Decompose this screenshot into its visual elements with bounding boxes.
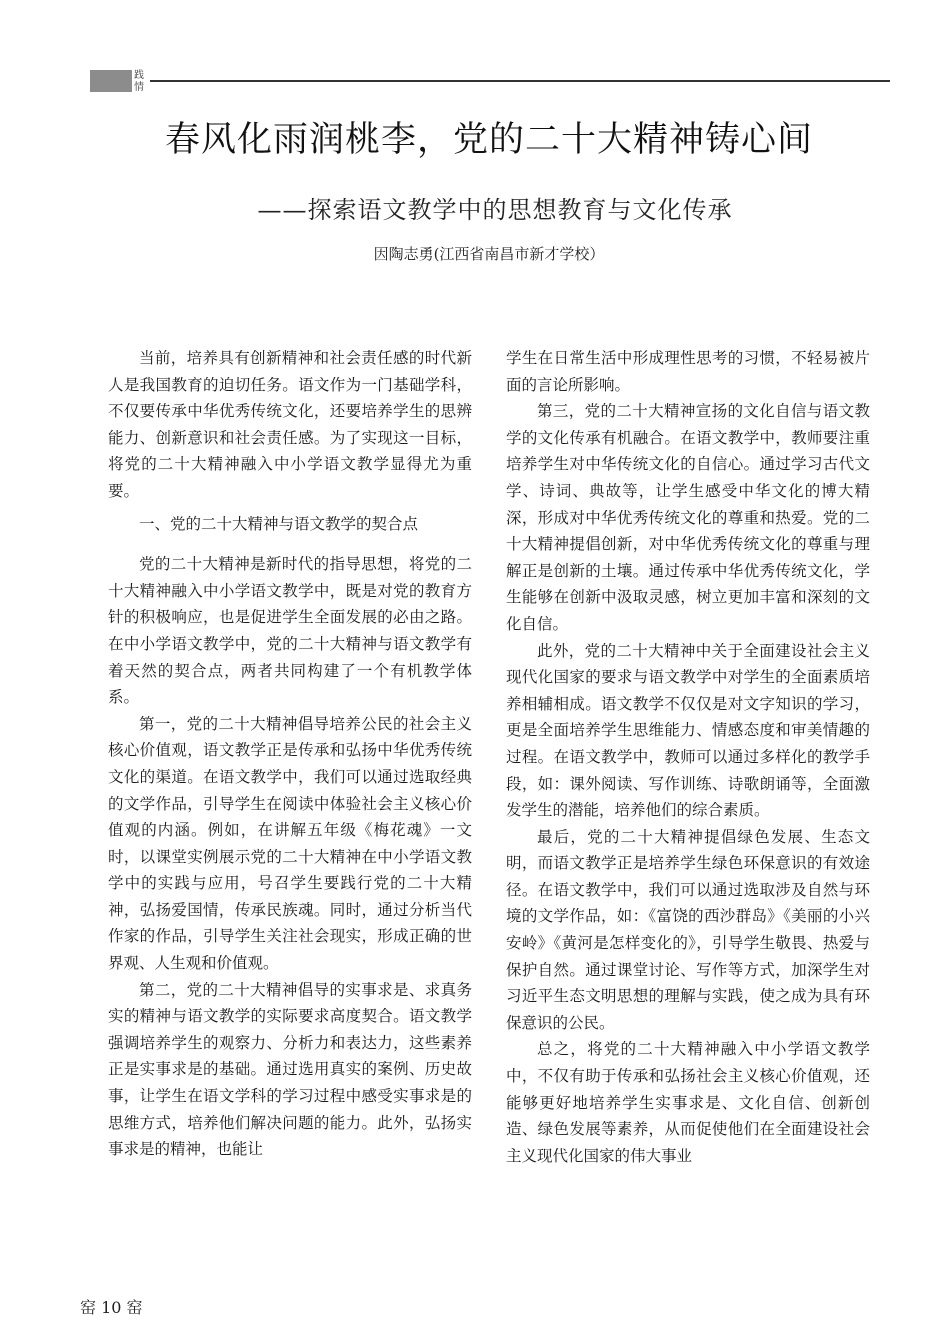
paragraph: 第二，党的二十大精神倡导的实事求是、求真务实的精神与语文教学的实际要求高度契合。语文教学强调培养学生的观察力、分析力和表达力，这些素养正是实事求是的基础。通过选用真实的案例、历史故事，让学生在语文学科的学习过程中感受实事求是的思维方式，培养他们解决问题的能力。此外，弘扬实事求是的精神，也能让 bbox=[108, 980, 472, 1159]
paragraph-intro: 当前，培养具有创新精神和社会责任感的时代新人是我国教育的迫切任务。语文作为一门基础学科，不仅要传承中华优秀传统文化，还要培养学生的思辨能力、创新意识和社会责任感。为了实现这一目标，将党的二十大精神融入中小学语文教学显得尤为重要。 bbox=[108, 349, 472, 500]
article-subtitle: ——探索语文教学中的思想教育与文化传承 bbox=[257, 196, 733, 224]
right-column bbox=[506, 345, 870, 1290]
paragraph: 党的二十大精神是新时代的指导思想，将党的二十大精神融入中小学语文教学中，既是对党的教育方针的积极响应，也是促进学生全面发展的必由之路。在中小学语文教学中，党的二十大精神与语文教学有着天然的契合点，两者共同构建了一个有机教学体系。 bbox=[108, 555, 472, 707]
header-rule bbox=[150, 80, 890, 82]
paragraph: 此外，党的二十大精神中关于全面建设社会主义现代化国家的要求与语文教学中对学生的全面素质培养相辅相成。语文教学不仅仅是对文字知识的学习，更是全面培养学生思维能力、情感态度和审美情趣的过程。在语文教学中，教师可以通过多样化的教学手段，如：课外阅读、写作训练、诗歌朗诵等，全面激发学生的潜能，培养他们的综合素质。 bbox=[506, 641, 870, 820]
paragraph: 第一，党的二十大精神倡导培养公民的社会主义核心价值观，语文教学正是传承和弘扬中华优秀传统文化的渠道。在语文教学中，我们可以通过选取经典的文学作品，引导学生在阅读中体验社会主义核心价值观的内涵。例如，在讲解五年级《梅花魂》一文时，以课堂实例展示党的二十大精神在中小学语文教学中的实践与应用，号召学生要践行党的二十大精神，弘扬爱国情，传承民族魂。同时，通过分析当代作家的作品，引导学生关注社会现实，形成正确的世界观、人生观和价值观。 bbox=[108, 714, 472, 973]
article-title: 春风化雨润桃李，党的二十大精神铸心间 bbox=[164, 120, 813, 160]
article-author: 因陶志勇(江西省南昌市新才学校） bbox=[373, 245, 605, 263]
page-number: 窑 10 窑 bbox=[80, 1298, 143, 1317]
paragraph: 第三，党的二十大精神宣扬的文化自信与语文教学的文化传承有机融合。在语文教学中，教师要注重培养学生对中华传统文化的自信心。通过学习古代文学、诗词、典故等，让学生感受中华文化的博大精深，形成对中华优秀传统文化的尊重和热爱。党的二十大精神提倡创新，对中华优秀传统文化的尊重与理解正是创新的土壤。通过传承中华优秀传统文化，学生能够在创新中汲取灵感，树立更加丰富和深刻的文化自信。 bbox=[506, 402, 870, 633]
header-section-tag: 践情 bbox=[134, 70, 144, 93]
left-column bbox=[108, 345, 472, 1290]
paragraph: 最后，党的二十大精神提倡绿色发展、生态文明，而语文教学正是培养学生绿色环保意识的有效途径。在语文教学中，我们可以通过选取涉及自然与环境的文学作品，如：《富饶的西沙群岛》《美丽的小兴安岭》《黄河是怎样变化的》，引导学生敬畏、热爱与保护自然。通过课堂讨论、写作等方式，加深学生对习近平生态文明思想的理解与实践，使之成为具有环保意识的公民。 bbox=[506, 827, 870, 1032]
paragraph-conclusion: 总之，将党的二十大精神融入中小学语文教学中，不仅有助于传承和弘扬社会主义核心价值观，还能够更好地培养学生实事求是、文化自信、创新创造、绿色发展等素养，从而促使他们在全面建设社会主义现代化国家的伟大事业 bbox=[506, 1040, 870, 1165]
paragraph-continued: 学生在日常生活中形成理性思考的习惯，不轻易被片面的言论所影响。 bbox=[506, 349, 870, 394]
header-section-block bbox=[90, 70, 132, 92]
section-heading: 一、党的二十大精神与语文教学的契合点 bbox=[139, 514, 419, 533]
